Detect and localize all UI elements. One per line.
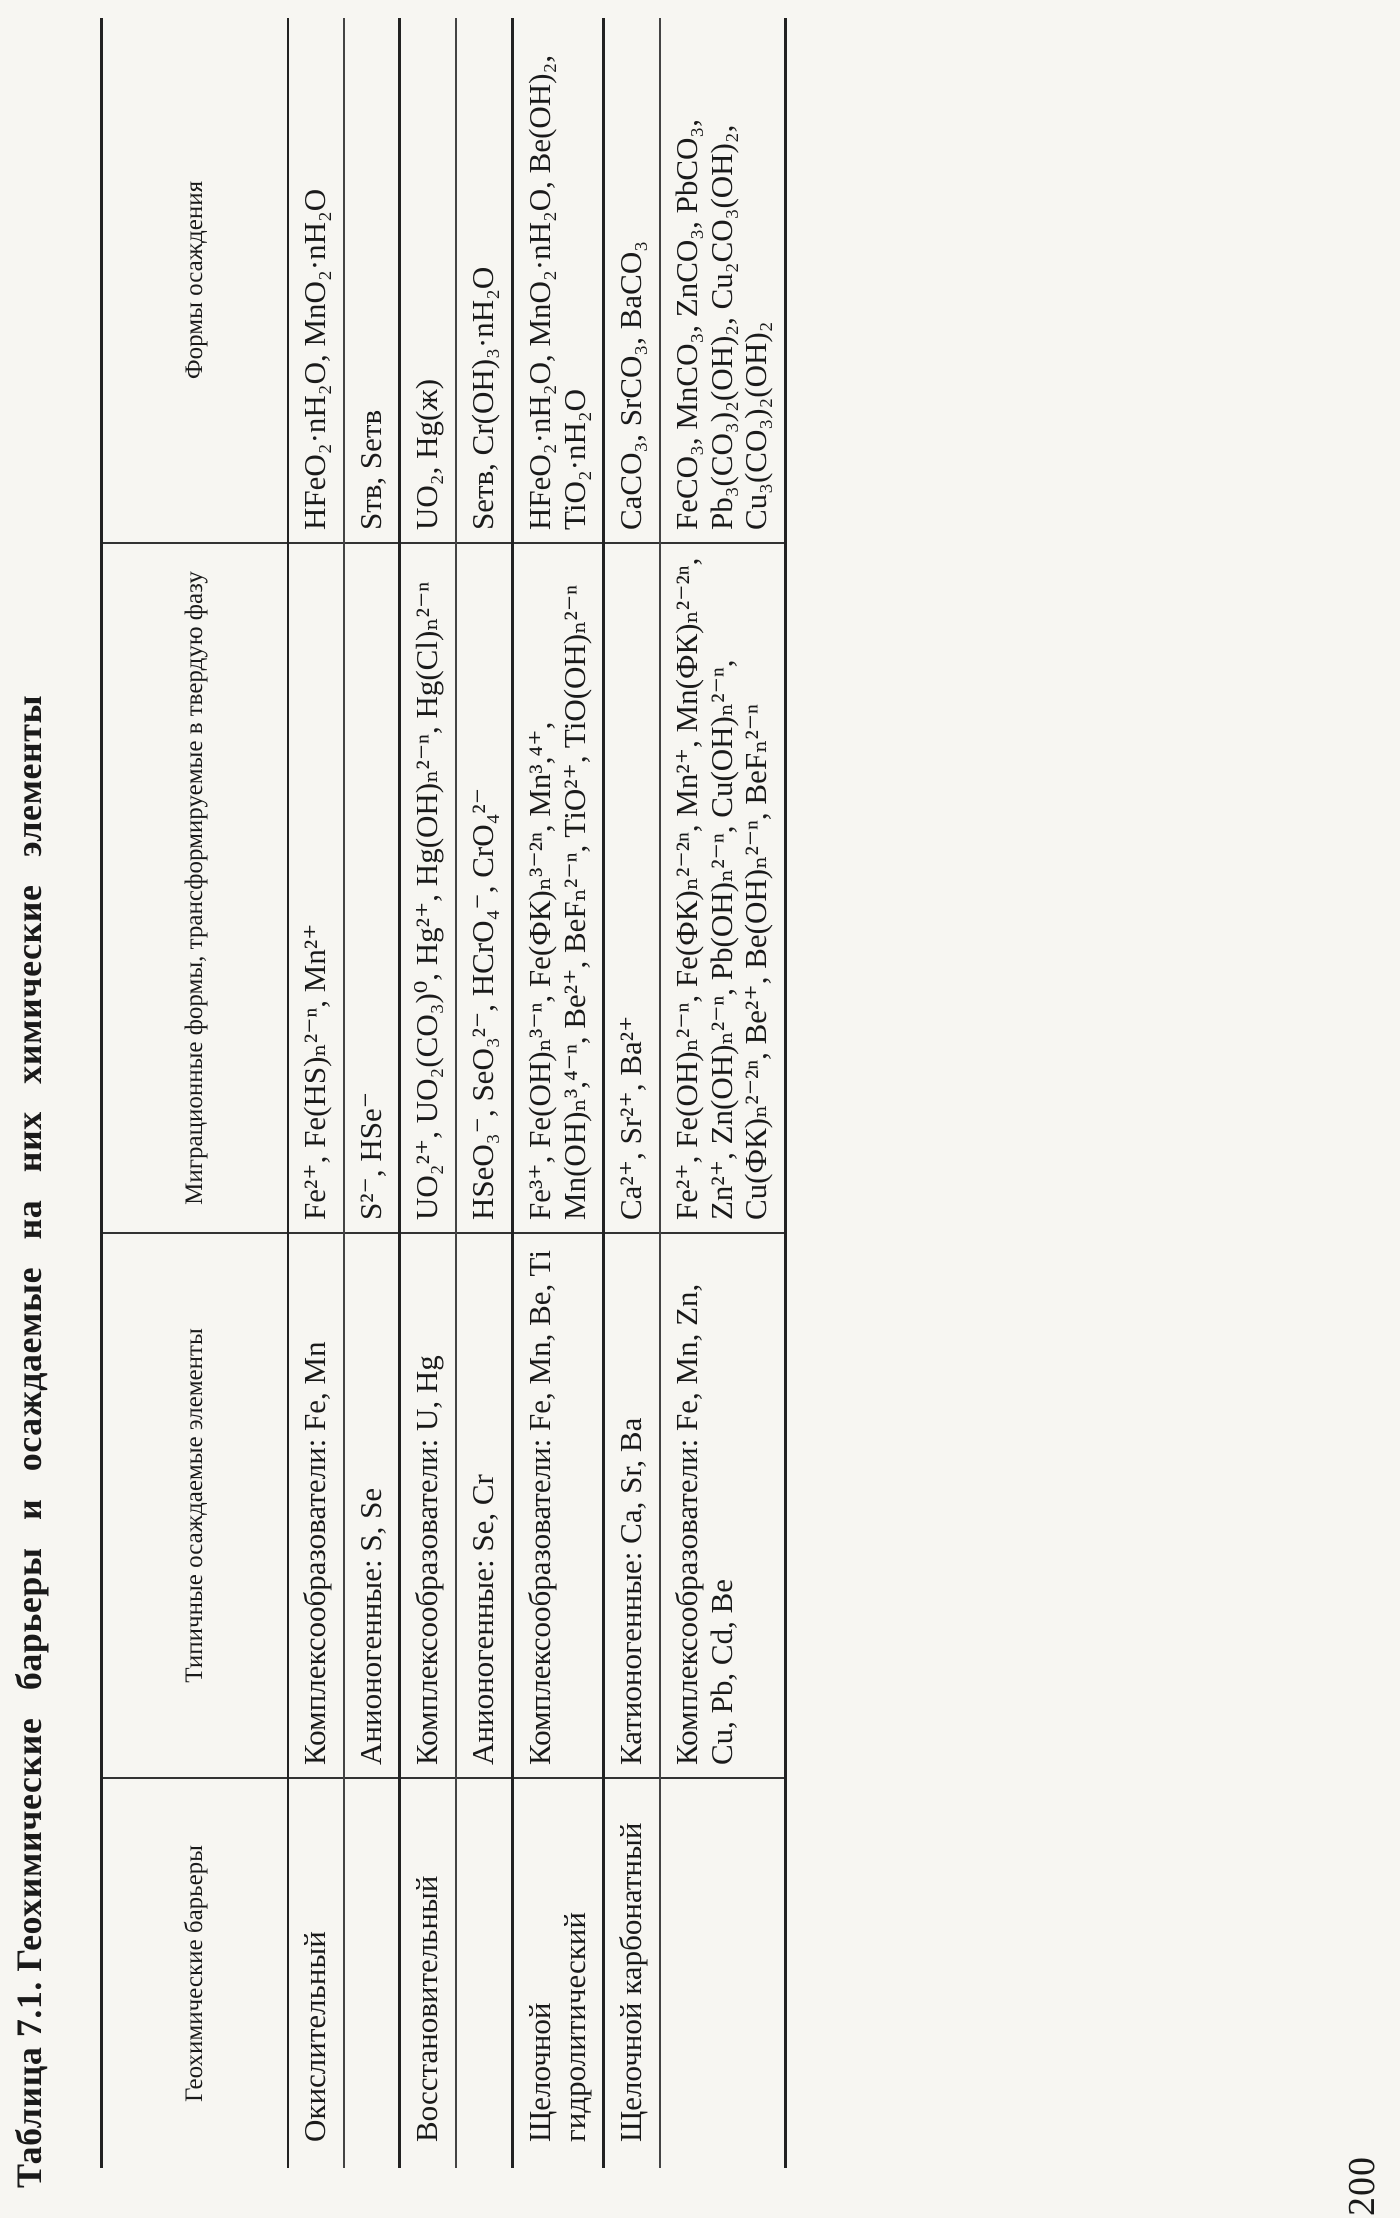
page-number: 200: [1341, 2156, 1383, 2216]
table-header-row: [102, 18, 289, 2168]
column-header-precipitation-forms: Формы осаждения: [102, 18, 289, 543]
table-row: [660, 18, 786, 2168]
cell-elements: Комплексообразователи: Fe, Mn, Zn, Cu, Pb, Cd, Be: [660, 1233, 786, 1778]
data-table: [100, 18, 787, 2168]
table-row: [604, 18, 660, 2168]
cell-barrier: [660, 1778, 786, 2168]
column-header-barriers: Геохимические барьеры: [102, 1778, 289, 2168]
cell-elements: Комплексообразователи: Fe, Mn, Be, Ti: [512, 1233, 603, 1778]
cell-precipitation: Sтв, Seтв: [344, 18, 400, 543]
cell-migration: HSeO₃⁻, SeO₃²⁻, HCrO₄⁻, CrO₄²⁻: [456, 543, 512, 1233]
cell-migration: S²⁻, HSe⁻: [344, 543, 400, 1233]
cell-migration: Fe²⁺, Fe(OH)ₙ²⁻ⁿ, Fe(ФК)ₙ²⁻²ⁿ, Mn²⁺, Mn(ФК)ₙ²⁻²ⁿ, Zn²⁺, Zn(OH)ₙ²⁻ⁿ, Pb(OH)ₙ²⁻ⁿ, Cu(OH)ₙ²⁻ⁿ, Cu(ФК)ₙ²⁻²ⁿ, Be²⁺, Be(OH)ₙ²⁻ⁿ, BeFₙ²⁻ⁿ: [660, 543, 786, 1233]
cell-barrier: [456, 1778, 512, 2168]
cell-precipitation: CaCO₃, SrCO₃, BaCO₃: [604, 18, 660, 543]
cell-migration: Ca²⁺, Sr²⁺, Ba²⁺: [604, 543, 660, 1233]
cell-migration: Fe²⁺, Fe(HS)ₙ²⁻ⁿ, Mn²⁺: [288, 543, 344, 1233]
table-title: [8, 38, 50, 2188]
cell-migration: Fe³⁺, Fe(OH)ₙ³⁻ⁿ, Fe(ФК)ₙ³⁻²ⁿ, Mn³,⁴⁺, Mn(OH)ₙ³,⁴⁻ⁿ, Be²⁺, BeFₙ²⁻ⁿ, TiO²⁺, TiO(OH)ₙ²⁻ⁿ: [512, 543, 603, 1233]
cell-elements: Комплексообразователи: U, Hg: [400, 1233, 456, 1778]
cell-migration: UO₂²⁺, UO₂(CO₃)⁰, Hg²⁺, Hg(OH)ₙ²⁻ⁿ, Hg(Cl)ₙ²⁻ⁿ: [400, 543, 456, 1233]
table-row: [456, 18, 512, 2168]
column-header-migration-forms: Миграционные формы, трансформируемые в твердую фазу: [102, 543, 289, 1233]
column-header-elements: Типичные осаждаемые элементы: [102, 1233, 289, 1778]
cell-elements: Катионогенные: Ca, Sr, Ba: [604, 1233, 660, 1778]
cell-elements: Комплексообразователи: Fe, Mn: [288, 1233, 344, 1778]
cell-barrier: Щелочной карбонатный: [604, 1778, 660, 2168]
table-row: [288, 18, 344, 2168]
cell-elements: Анионогенные: Se, Cr: [456, 1233, 512, 1778]
table-row: [400, 18, 456, 2168]
cell-precipitation: HFeO₂·nH₂O, MnO₂·nH₂O, Be(OH)₂, TiO₂·nH₂O: [512, 18, 603, 543]
table-title-text: Геохимические барьеры и осаждаемые на них химические элементы: [9, 694, 49, 1972]
table-title-label: Таблица 7.1.: [9, 1981, 49, 2188]
cell-barrier: [344, 1778, 400, 2168]
cell-precipitation: Seтв, Cr(OH)₃·nH₂O: [456, 18, 512, 543]
cell-precipitation: FeCO₃, MnCO₃, ZnCO₃, PbCO₃, Pb₃(CO₃)₂(OH)₂, Cu₂CO₃(OH)₂, Cu₃(CO₃)₂(OH)₂: [660, 18, 786, 543]
cell-elements: Анионогенные: S, Se: [344, 1233, 400, 1778]
cell-barrier: Окислительный: [288, 1778, 344, 2168]
cell-barrier: Щелочной гидролитический: [512, 1778, 603, 2168]
cell-precipitation: HFeO₂·nH₂O, MnO₂·nH₂O: [288, 18, 344, 543]
cell-barrier: Восстановительный: [400, 1778, 456, 2168]
table-row: [512, 18, 603, 2168]
cell-precipitation: UO₂, Hg(ж): [400, 18, 456, 543]
table-row: [344, 18, 400, 2168]
